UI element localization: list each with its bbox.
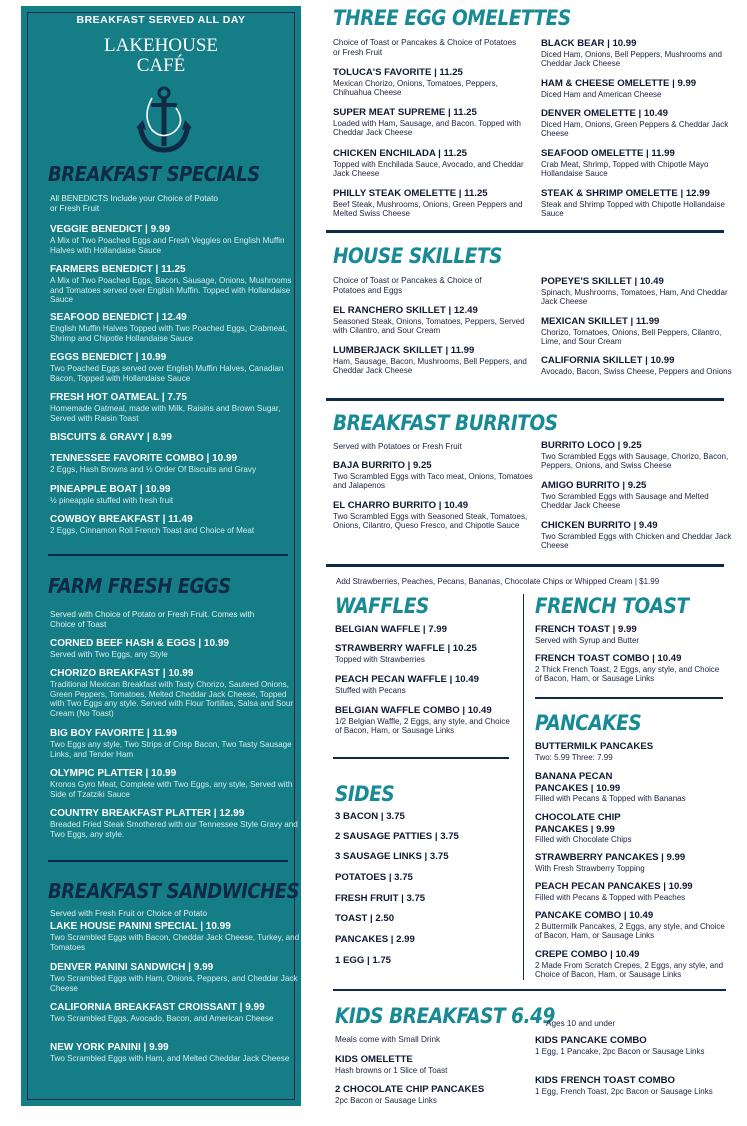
item-desc: Diced Ham and American Cheese — [541, 89, 662, 99]
item-name: CALIFORNIA SKILLET | 10.99 — [541, 355, 675, 366]
item-desc: Steak and Shrimp Topped with Chipotle Hollandaise Sauce — [541, 199, 725, 219]
left-menu-panel — [21, 6, 301, 1106]
breakfast-sandwiches-intro: Served with Fresh Fruit or Choice of Potato — [50, 909, 207, 918]
item-name: CHORIZO BREAKFAST | 10.99 — [50, 668, 194, 679]
side-item: POTATOES | 3.75 — [335, 872, 413, 883]
menu-item — [333, 148, 533, 179]
item-name: FRENCH TOAST | 9.99 — [535, 624, 637, 635]
item-desc: English Muffin Halves Topped with Two Poached Eggs, Crabmeat, Shrimp and Chipotle Hollandaise Sauce — [50, 324, 288, 343]
side-item: PANCAKES | 2.99 — [335, 934, 415, 945]
menu-item — [535, 771, 686, 804]
omelettes-intro: Choice of Toast or Pancakes & Choice of Potatoes or Fresh Fruit — [333, 38, 517, 57]
item-name: CORNED BEEF HASH & EGGS | 10.99 — [50, 638, 229, 649]
menu-item — [535, 852, 725, 873]
menu-item — [333, 345, 533, 376]
item-name: BUTTERMILK PANCAKES — [535, 741, 654, 752]
item-name: BIG BOY FAVORITE | 11.99 — [50, 728, 177, 739]
item-desc: Filled with Pecans & Topped with Peaches — [535, 892, 686, 902]
kids-age-note: Ages 10 and under — [546, 1019, 616, 1028]
item-desc: Topped with Strawberries — [335, 654, 425, 664]
side-item: 2 SAUSAGE PATTIES | 3.75 — [335, 831, 459, 842]
menu-item — [335, 705, 515, 736]
item-desc: 2 Eggs, Cinnamon Roll French Toast and Choice of Meat — [50, 526, 255, 535]
item-name: CHICKEN BURRITO | 9.49 — [541, 520, 658, 531]
item-desc: Stuffed with Pecans — [335, 685, 406, 695]
section-divider — [326, 398, 724, 401]
item-desc: Chorizo, Tomatoes, Onions, Bell Peppers, Cilantro, Lime, and Sour Cream — [541, 327, 722, 347]
menu-item — [541, 276, 741, 307]
menu-item — [50, 453, 300, 475]
item-name: TOLUCA'S FAVORITE | 11.25 — [333, 67, 463, 78]
item-name: BAJA BURRITO | 9.25 — [333, 460, 432, 471]
item-name: 2 CHOCOLATE CHIP PANCAKES — [335, 1084, 485, 1095]
item-desc: Mexican Chorizo, Onions, Tomatoes, Peppers, Chihuahua Cheese — [333, 78, 498, 98]
served-all-day-banner: BREAKFAST SERVED ALL DAY — [76, 14, 246, 26]
addons-note: Add Strawberries, Peaches, Pecans, Bananas, Chocolate Chips or Whipped Cream | $1.99 — [336, 577, 660, 586]
item-desc: With Fresh Strawberry Topping — [535, 863, 645, 873]
item-name: KIDS OMELETTE — [335, 1054, 413, 1065]
menu-item — [535, 1075, 725, 1096]
menu-item — [541, 440, 741, 471]
item-name: CHICKEN ENCHILADA | 11.25 — [333, 148, 468, 159]
item-desc: Homemade Oatmeal, made with Milk, Raisins and Brown Sugar, Served with Raisin Toast — [50, 404, 281, 423]
item-name: POPEYE'S SKILLET | 10.49 — [541, 276, 664, 287]
item-desc: Filled with Pecans & Topped with Bananas — [535, 794, 686, 803]
item-name: KIDS PANCAKE COMBO — [535, 1035, 647, 1046]
item-desc: Breaded Fried Steak Smothered with our Tennessee Style Gravy and Two Eggs, any style. — [50, 820, 298, 839]
item-name: BLACK BEAR | 10.99 — [541, 38, 637, 49]
breakfast-burritos-title: BREAKFAST BURRITOS — [333, 411, 558, 435]
french-toast-title: FRENCH TOAST — [535, 594, 689, 618]
item-name: BELGIAN WAFFLE COMBO | 10.49 — [335, 705, 492, 716]
cafe-name-line1: LAKEHOUSE — [104, 35, 218, 56]
item-name: EL CHARRO BURRITO | 10.49 — [333, 500, 469, 511]
section-divider — [333, 757, 509, 759]
section-divider — [535, 697, 723, 699]
menu-item — [335, 643, 535, 664]
menu-item — [333, 188, 533, 219]
item-desc: 2 Made From Scratch Crepes, 2 Eggs, any style, and Choice of Bacon, Ham, or Sausage Links — [535, 960, 724, 980]
breakfast-specials-intro: All BENEDICTS Include your Choice of Potato or Fresh Fruit — [50, 194, 218, 213]
cafe-name-line2: CAFÉ — [136, 55, 186, 76]
pancakes-title: PANCAKES — [535, 711, 642, 735]
menu-item — [50, 768, 300, 799]
item-name: PEACH PECAN WAFFLE | 10.49 — [335, 674, 479, 685]
menu-item — [50, 921, 300, 952]
item-name: HAM & CHEESE OMELETTE | 9.99 — [541, 78, 697, 89]
menu-item — [541, 108, 741, 139]
item-name: SEAFOOD OMELETTE | 11.99 — [541, 148, 675, 159]
menu-item — [333, 500, 533, 531]
menu-item — [50, 808, 300, 839]
item-name: COUNTRY BREAKFAST PLATTER | 12.99 — [50, 808, 245, 819]
side-item: 3 SAUSAGE LINKS | 3.75 — [335, 851, 449, 862]
breakfast-sandwiches-title: BREAKFAST SANDWICHES — [48, 879, 300, 903]
item-desc: 2 Eggs, Hash Browns and ½ Order Of Biscuits and Gravy — [50, 465, 257, 474]
item-desc: Two Scrambled Eggs with Chicken and Cheddar Jack Cheese — [541, 531, 732, 551]
item-name: FRESH HOT OATMEAL | 7.75 — [50, 392, 187, 403]
item-name: STRAWBERRY PANCAKES | 9.99 — [535, 852, 686, 863]
item-name: KIDS FRENCH TOAST COMBO — [535, 1075, 675, 1086]
item-desc: Spinach, Mushrooms, Tomatoes, Ham, And Cheddar Jack Cheese — [541, 287, 728, 307]
item-name: CHOCOLATE CHIP PANCAKES | 9.99 — [535, 812, 621, 835]
menu-item — [541, 355, 741, 376]
item-desc: Diced Ham, Onions, Green Peppers & Cheddar Jack Cheese — [541, 119, 729, 139]
item-desc: 1 Egg, French Toast, 2pc Bacon or Sausage Links — [535, 1086, 713, 1096]
item-desc: Loaded with Ham, Sausage, and Bacon. Topped with Cheddar Jack Cheese — [333, 118, 521, 138]
menu-item — [535, 910, 725, 941]
item-desc: Traditional Mexican Breakfast with Tasty Chorizo, Sauteed Onions, Green Peppers, Tomatoes, Melted Cheddar Jack Cheese, Topped with Two Eggs any style. Served with Flour Tortillas, Salsa and Sour Cream (No Toast) — [50, 680, 294, 718]
burritos-intro: Served with Potatoes or Fresh Fruit — [333, 442, 462, 451]
column-divider — [523, 594, 524, 980]
item-name: STEAK & SHRIMP OMELETTE | 12.99 — [541, 188, 710, 199]
menu-item — [541, 38, 741, 69]
item-name: DENVER PANINI SANDWICH | 9.99 — [50, 962, 214, 973]
item-name: COWBOY BREAKFAST | 11.49 — [50, 514, 193, 525]
menu-item — [50, 432, 300, 444]
item-name: SUPER MEAT SUPREME | 11.25 — [333, 107, 477, 118]
skillets-intro: Choice of Toast or Pancakes & Choice of Potatoes and Eggs — [333, 276, 482, 295]
item-desc: Two Scrambled Eggs, Avocado, Bacon, and American Cheese — [50, 1014, 274, 1023]
item-name: FRENCH TOAST COMBO | 10.49 — [535, 653, 682, 664]
menu-item — [50, 484, 300, 506]
side-item: 1 EGG | 1.75 — [335, 955, 392, 966]
menu-item — [50, 264, 300, 305]
menu-item — [50, 352, 300, 383]
menu-item — [535, 741, 725, 762]
item-name: PHILLY STEAK OMELETTE | 11.25 — [333, 188, 488, 199]
item-desc: A Mix of Two Poached Eggs, Bacon, Sausage, Onions, Mushrooms and Tomatoes served over English Muffin. Topped with Hollandaise Sauce — [50, 276, 292, 305]
menu-item — [50, 312, 300, 343]
item-desc: 2pc Bacon or Sausage Links — [335, 1095, 437, 1105]
menu-item — [535, 624, 725, 645]
side-item: FRESH FRUIT | 3.75 — [335, 893, 426, 904]
breakfast-specials-title: BREAKFAST SPECIALS — [48, 162, 260, 186]
item-desc: Filled with Chocolate Chips — [535, 835, 632, 844]
waffles-title: WAFFLES — [335, 594, 429, 618]
item-desc: Hash browns or 1 Slice of Toast — [335, 1065, 448, 1075]
item-name: FARMERS BENEDICT | 11.25 — [50, 264, 186, 275]
menu-item — [535, 949, 727, 980]
item-desc: Seasoned Steak, Onions, Tomatoes, Peppers, Served with Cilantro, and Sour Cream — [333, 316, 525, 336]
farm-fresh-eggs-intro: Served with Choice of Potato or Fresh Fruit. Comes with Choice of Toast — [50, 610, 255, 629]
menu-item — [541, 480, 741, 511]
item-name: CREPE COMBO | 10.49 — [535, 949, 640, 960]
menu-item — [50, 962, 300, 993]
item-desc: Two Eggs any style, Two Strips of Crisp Bacon, Two Tasty Sausage Links, and Tender Ham — [50, 740, 292, 759]
item-name: DENVER OMELETTE | 10.49 — [541, 108, 668, 119]
section-divider — [326, 564, 724, 567]
item-desc: Beef Steak, Mushrooms, Onions, Green Peppers and Melted Swiss Cheese — [333, 199, 523, 219]
menu-item — [335, 624, 535, 636]
section-divider — [48, 860, 288, 862]
item-desc: Served with Syrup and Butter — [535, 635, 640, 645]
menu-item — [335, 674, 535, 695]
item-desc: 2 Buttermilk Pancakes, 2 Eggs, any style, and Choice of Bacon, Ham, or Sausage Links — [535, 921, 725, 941]
item-desc: 1 Egg, 1 Pancake, 2pc Bacon or Sausage Links — [535, 1046, 705, 1056]
item-desc: Two Poached Eggs served over English Muffin Halves, Canadian Bacon, Topped with Hollandaise Sauce — [50, 364, 284, 383]
menu-item — [333, 107, 533, 138]
item-name: VEGGIE BENEDICT | 9.99 — [50, 224, 171, 235]
item-name: PEACH PECAN PANCAKES | 10.99 — [535, 881, 693, 892]
house-skillets-title: HOUSE SKILLETS — [333, 244, 502, 268]
item-name: STRAWBERRY WAFFLE | 10.25 — [335, 643, 477, 654]
item-desc: Two Scrambled Eggs with Ham, Onions, Peppers, and Cheddar Jack Cheese — [50, 974, 298, 993]
item-name: PANCAKE COMBO | 10.49 — [535, 910, 654, 921]
item-name: BURRITO LOCO | 9.25 — [541, 440, 642, 451]
item-desc: Two Scrambled Eggs with Bacon, Cheddar Jack Cheese, Turkey, and Tomatoes — [50, 933, 300, 952]
item-name: SEAFOOD BENEDICT | 12.49 — [50, 312, 187, 323]
menu-item — [50, 1042, 300, 1064]
kids-breakfast-title: KIDS BREAKFAST 6.49 — [335, 1004, 555, 1028]
menu-item — [335, 1084, 535, 1105]
item-desc: Avocado, Bacon, Swiss Cheese, Peppers and Onions — [541, 366, 732, 376]
menu-item — [50, 638, 300, 660]
item-name: BELGIAN WAFFLE | 7.99 — [335, 624, 447, 635]
item-desc: Crab Meat, Shrimp, Topped with Chipotle Mayo Hollandaise Sauce — [541, 159, 709, 179]
item-name: BANANA PECAN PANCAKES | 10.99 — [535, 771, 621, 794]
kids-intro: Meals come with Small Drink — [335, 1035, 441, 1044]
item-name: NEW YORK PANINI | 9.99 — [50, 1042, 169, 1053]
section-divider — [48, 554, 288, 556]
item-desc: Served with Two Eggs, any Style — [50, 650, 168, 659]
item-name: PINEAPPLE BOAT | 10.99 — [50, 484, 171, 495]
menu-item — [535, 812, 655, 845]
menu-item — [333, 460, 533, 491]
menu-item — [50, 514, 300, 536]
item-name: OLYMPIC PLATTER | 10.99 — [50, 768, 177, 779]
item-desc: 1/2 Belgian Waffle, 2 Eggs, any style, and Choice of Bacon, Ham, or Sausage Links — [335, 716, 510, 736]
side-item: 3 BACON | 3.75 — [335, 811, 405, 822]
menu-item — [535, 653, 725, 684]
menu-item — [541, 520, 741, 551]
menu-item — [50, 728, 300, 759]
item-desc: 2 Thick French Toast, 2 Eggs, any style, and Choice of Bacon, Ham, or Sausage Links — [535, 664, 720, 684]
item-desc: Diced Ham, Onions, Bell Peppers, Mushrooms and Cheddar Jack Cheese — [541, 49, 722, 69]
section-divider — [326, 230, 724, 233]
item-desc: Two Scrambled Eggs with Seasoned Steak, Tomatoes, Onions, Cilantro, Queso Fresco, and Chipotle Sauce — [333, 511, 528, 531]
item-name: EGGS BENEDICT | 10.99 — [50, 352, 167, 363]
anchor-icon — [134, 86, 194, 154]
item-name: CALIFORNIA BREAKFAST CROISSANT | 9.99 — [50, 1002, 265, 1013]
three-egg-omelettes-title: THREE EGG OMELETTES — [333, 6, 571, 30]
menu-item — [541, 78, 741, 99]
menu-item — [333, 67, 533, 98]
menu-item — [50, 668, 300, 718]
menu-item — [335, 1054, 535, 1075]
sides-title: SIDES — [335, 782, 395, 806]
item-desc: Two Scrambled Eggs with Ham, and Melted Cheddar Jack Cheese — [50, 1054, 290, 1063]
item-desc: Two Scrambled Eggs with Taco meat, Onions, Tomatoes and Jalapenos — [333, 471, 533, 491]
menu-item — [50, 224, 300, 255]
menu-item — [535, 881, 725, 902]
farm-fresh-eggs-title: FARM FRESH EGGS — [48, 574, 231, 598]
item-desc: Two Scrambled Eggs with Sausage, Chorizo, Bacon, Peppers, Onions, and Swiss Cheese — [541, 451, 729, 471]
item-name: MEXICAN SKILLET | 11.99 — [541, 316, 660, 327]
menu-item — [50, 392, 300, 423]
item-name: TENNESSEE FAVORITE COMBO | 10.99 — [50, 453, 238, 464]
item-desc: Ham, Sausage, Bacon, Mushrooms, Bell Peppers, and Cheddar Jack Cheese — [333, 356, 527, 376]
item-desc: Two Scrambled Eggs with Sausage and Melted Cheddar Jack Cheese — [541, 491, 709, 511]
side-item: TOAST | 2.50 — [335, 913, 395, 924]
item-name: BISCUITS & GRAVY | 8.99 — [50, 432, 172, 443]
item-name: EL RANCHERO SKILLET | 12.49 — [333, 305, 478, 316]
item-name: LAKE HOUSE PANINI SPECIAL | 10.99 — [50, 921, 231, 932]
item-desc: Kronos Gyro Meat, Complete with Two Eggs, any style, Served with Side of Tzatziki Sauce — [50, 780, 293, 799]
item-desc: Two: 5.99 Three: 7.99 — [535, 752, 613, 762]
item-desc: Topped with Enchilada Sauce, Avocado, and Cheddar Jack Cheese — [333, 159, 524, 179]
menu-item — [50, 1002, 300, 1024]
item-name: AMIGO BURRITO | 9.25 — [541, 480, 647, 491]
menu-item — [541, 148, 741, 179]
menu-item — [541, 316, 741, 347]
section-divider — [333, 989, 726, 991]
item-desc: A Mix of Two Poached Eggs and Fresh Veggies on English Muffin Halves with Hollandaise Sauce — [50, 236, 285, 255]
item-name: LUMBERJACK SKILLET | 11.99 — [333, 345, 475, 356]
menu-item — [535, 1035, 725, 1056]
item-desc: ½ pineapple stuffed with fresh fruit — [50, 496, 174, 505]
menu-item — [333, 305, 533, 336]
menu-item — [541, 188, 741, 219]
